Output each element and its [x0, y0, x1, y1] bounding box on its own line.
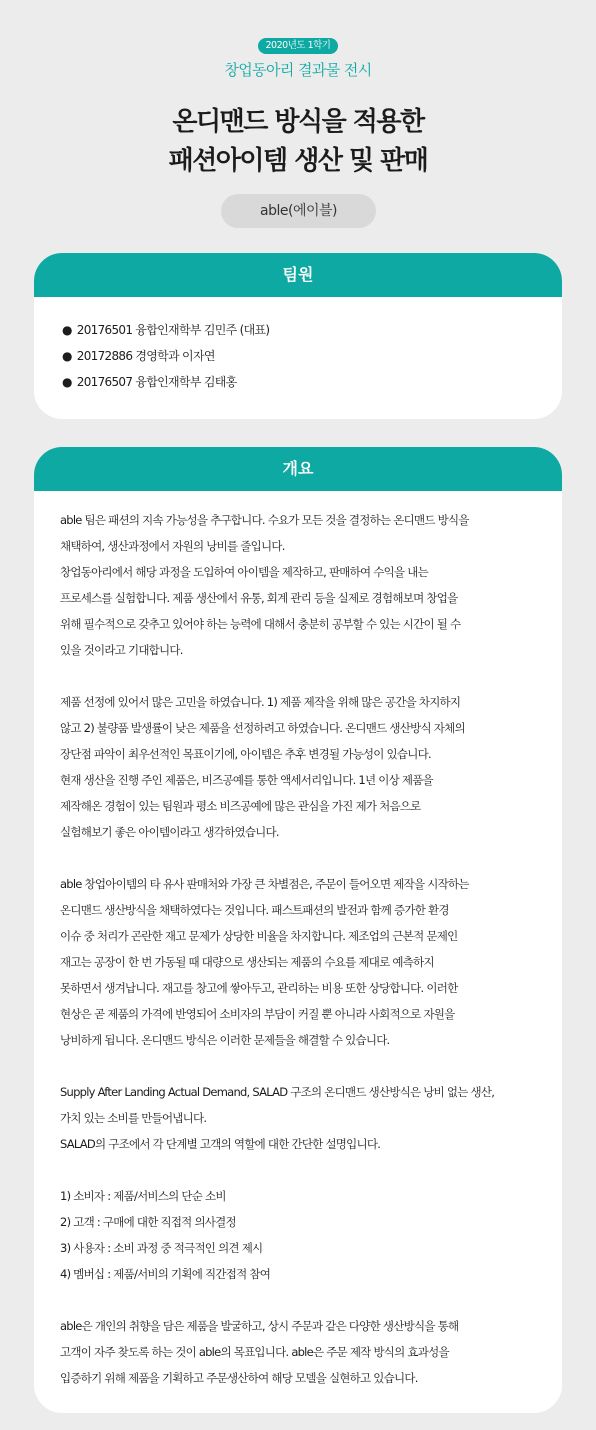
overview-line: 고객이 자주 찾도록 하는 것이 able의 목표입니다. able은 주문 제작 방식의 효과성을	[60, 1345, 449, 1359]
bullet-icon: ●	[62, 323, 72, 337]
overview-line: 현상은 곧 제품의 가격에 반영되어 소비자의 부담이 커질 뿐 아니라 사회적으로 자원을	[60, 1007, 455, 1021]
overview-line: SALAD의 구조에서 각 단계별 고객의 역할에 대한 간단한 설명입니다.	[60, 1137, 381, 1151]
overview-line: able은 개인의 취향을 담은 제품을 발굴하고, 상시 주문과 같은 다양한 생산방식을 통해	[60, 1319, 459, 1333]
member-text: 20172886 경영학과 이자연	[76, 349, 215, 363]
overview-line: 재고는 공장이 한 번 가동될 때 대량으로 생산되는 제품의 수요를 제대로 예측하지	[60, 955, 434, 969]
overview-line: 창업동아리에서 해당 과정을 도입하여 아이템을 제작하고, 판매하여 수익을 내는	[60, 565, 428, 579]
overview-line: 못하면서 생겨납니다. 재고를 창고에 쌓아두고, 관리하는 비용 또한 상당합니다. 이러한	[60, 981, 458, 995]
semester-badge: 2020년도 1학기	[258, 38, 338, 54]
team-card-heading: 팀원	[34, 253, 562, 297]
overview-card	[34, 447, 562, 1413]
bullet-icon: ●	[62, 375, 72, 389]
member-text: 20176501 융합인재학부 김민주 (대표)	[76, 323, 270, 337]
overview-line	[60, 663, 542, 689]
overview-line: 온디맨드 생산방식을 채택하였다는 것입니다. 패스트패션의 발전과 함께 증가한 환경	[60, 903, 449, 917]
overview-line: able 팀은 패션의 지속 가능성을 추구합니다. 수요가 모든 것을 결정하는 온디맨드 방식을	[60, 513, 469, 527]
project-title-line-2: 패션아이템 생산 및 판매	[168, 146, 428, 176]
overview-line: able 창업아이템의 타 유사 판매처와 가장 큰 차별점은, 주문이 들어오면 제작을 시작하는	[60, 877, 469, 891]
member-text: 20176507 융합인재학부 김태홍	[76, 375, 237, 389]
member-item	[62, 343, 269, 369]
overview-line: 제품 선정에 있어서 많은 고민을 하였습니다. 1) 제품 제작을 위해 많은 공간을 차지하지	[60, 695, 461, 709]
overview-line: 1) 소비자 : 제품/서비스의 단순 소비	[60, 1189, 226, 1203]
overview-line: 않고 2) 불량품 발생률이 낮은 제품을 선정하려고 하였습니다. 온디맨드 생산방식 자체의	[60, 721, 465, 735]
overview-line: 2) 고객 : 구매에 대한 직접적 의사결정	[60, 1215, 236, 1229]
overview-line	[60, 845, 542, 871]
overview-line: 프로세스를 실험합니다. 제품 생산에서 유통, 회계 관리 등을 실제로 경험해보며 창업을	[60, 591, 458, 605]
overview-line: 가치 있는 소비를 만들어냅니다.	[60, 1111, 207, 1125]
overview-line: 장단점 파악이 최우선적인 목표이기에, 아이템은 추후 변경될 가능성이 있습니다.	[60, 747, 431, 761]
overview-line: 있을 것이라고 기대합니다.	[60, 643, 183, 657]
overview-line: 위해 필수적으로 갖추고 있어야 하는 능력에 대해서 충분히 공부할 수 있는 시간이 될 수	[60, 617, 461, 631]
member-list	[62, 317, 269, 395]
overview-line	[60, 1287, 542, 1313]
team-card	[34, 253, 562, 419]
overview-line	[60, 1157, 542, 1183]
overview-line: 3) 사용자 : 소비 과정 중 적극적인 의견 제시	[60, 1241, 263, 1255]
overview-line: 제작해온 경험이 있는 팀원과 평소 비즈공예에 많은 관심을 가진 제가 처음으로	[60, 799, 421, 813]
member-item	[62, 369, 269, 395]
project-title-line-1: 온디맨드 방식을 적용한	[172, 107, 424, 137]
overview-line: 입증하기 위해 제품을 기획하고 주문생산하여 해당 모델을 실현하고 있습니다.	[60, 1371, 418, 1385]
overview-line: 낭비하게 됩니다. 온디맨드 방식은 이러한 문제들을 해결할 수 있습니다.	[60, 1033, 390, 1047]
team-name-pill: able(에이블)	[221, 194, 376, 228]
exhibition-subtitle: 창업동아리 결과물 전시	[224, 61, 372, 79]
overview-line: 현재 생산을 진행 주인 제품은, 비즈공예를 통한 액세서리입니다. 1년 이상 제품을	[60, 773, 433, 787]
overview-card-heading: 개요	[34, 447, 562, 491]
overview-line: Supply After Landing Actual Demand, SALAD 구조의 온디맨드 생산방식은 낭비 없는 생산,	[60, 1085, 495, 1099]
overview-line: 4) 멤버십 : 제품/서비의 기획에 직간접적 참여	[60, 1267, 271, 1281]
member-item	[62, 317, 269, 343]
overview-body	[60, 507, 542, 1391]
overview-line: 실험해보기 좋은 아이템이라고 생각하였습니다.	[60, 825, 279, 839]
overview-line	[60, 1053, 542, 1079]
bullet-icon: ●	[62, 349, 72, 363]
overview-line: 채택하여, 생산과정에서 자원의 낭비를 줄입니다.	[60, 539, 285, 553]
overview-line: 이슈 중 처리가 곤란한 재고 문제가 상당한 비율을 차지합니다. 제조업의 근본적 문제인	[60, 929, 458, 943]
